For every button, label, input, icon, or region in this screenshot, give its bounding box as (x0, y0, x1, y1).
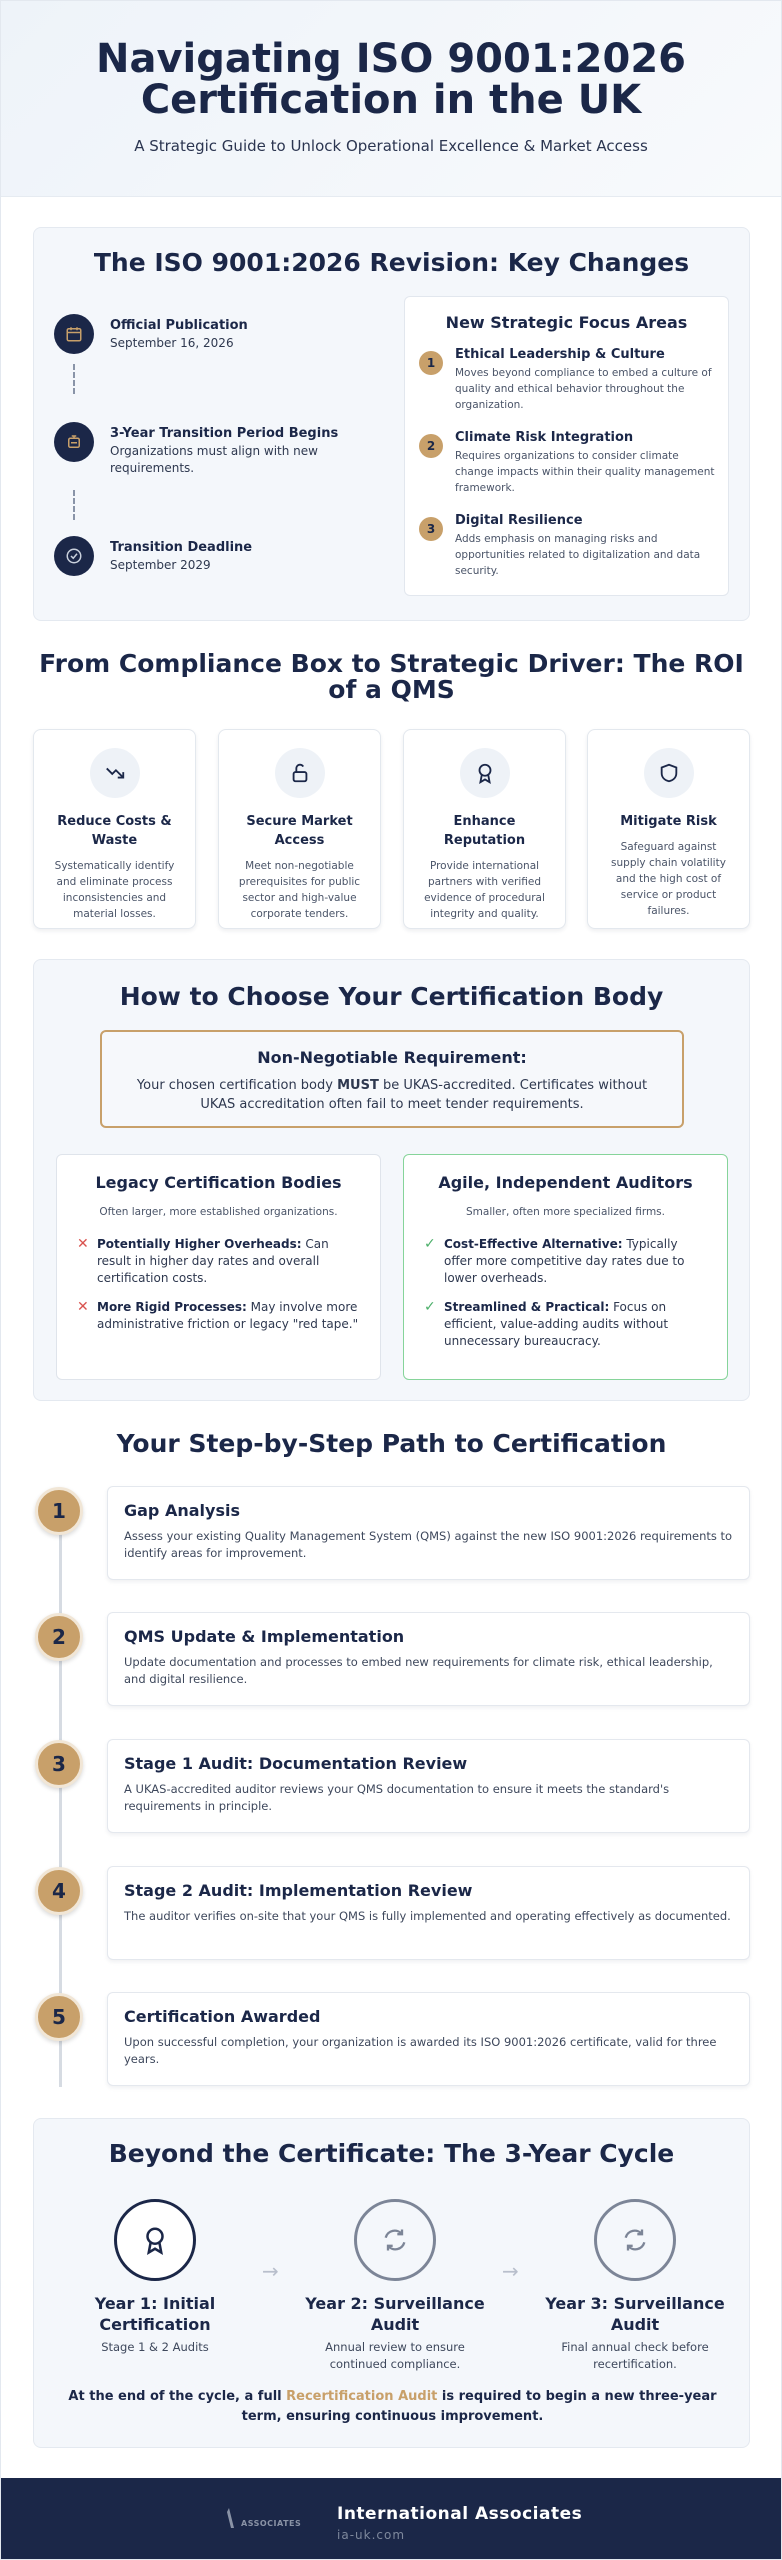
calendar-icon (54, 314, 94, 354)
award-icon (460, 748, 510, 798)
key-changes-section (33, 227, 750, 621)
step-number: 2 (35, 1613, 83, 1661)
year-sub: Annual review to ensure continued compliance. (325, 2340, 465, 2371)
focus-areas-title: New Strategic Focus Areas (445, 313, 688, 332)
year-sub: Stage 1 & 2 Audits (101, 2340, 209, 2354)
hero-header (1, 1, 781, 197)
roi-card-mitigate-risk (587, 729, 750, 929)
page-title (1, 36, 781, 123)
page-subtitle: A Strategic Guide to Unlock Operational Excellence & Market Access (134, 137, 648, 155)
agile-point (422, 1299, 709, 1350)
roi-card-market-access (218, 729, 381, 929)
requirement-text-post: be UKAS-accredited. Certificates without UKAS accreditation often fail to meet tender requirements. (200, 1078, 648, 1112)
requirement-title: Non-Negotiable Requirement: (257, 1048, 527, 1067)
roi-card-desc: Meet non-negotiable prerequisites for public sector and high-value corporate tenders. (238, 860, 361, 920)
focus-area-desc: Adds emphasis on managing risks and opportunities related to digitalization and data security. (455, 533, 701, 577)
roi-card-title: Reduce Costs & Waste (57, 814, 172, 848)
arrow-right-icon: → (262, 2259, 279, 2283)
cycle-year-2 (295, 2199, 495, 2373)
timeline-date: September 2029 (110, 558, 211, 572)
step-desc: Upon successful completion, your organization is awarded its ISO 9001:2026 certificate, valid for three years. (124, 2035, 717, 2066)
requirement-text-pre: Your chosen certification body (136, 1078, 338, 1093)
roi-card-desc: Provide international partners with verified evidence of procedural integrity and quality. (424, 860, 545, 920)
timeline-item-deadline (54, 536, 252, 576)
roi-title: From Compliance Box to Strategic Driver: The ROI of a QMS (39, 649, 744, 704)
company-name: International Associates (337, 2504, 583, 2524)
roi-card-title: Mitigate Risk (620, 814, 717, 829)
cycle-title: Beyond the Certificate: The 3-Year Cycle (108, 2139, 675, 2168)
legacy-point (75, 1236, 362, 1287)
step-card-stage1-audit (107, 1739, 750, 1833)
focus-area-title: Climate Risk Integration (455, 430, 634, 445)
trending-down-icon (90, 748, 140, 798)
roi-card-desc: Systematically identify and eliminate process inconsistencies and material losses. (54, 860, 175, 920)
timeline-title: Transition Deadline (110, 540, 253, 555)
note-post: is required to begin a new three-year term, ensuring continuous improvement. (241, 2389, 717, 2424)
step-number: 4 (35, 1867, 83, 1915)
check-circle-icon (54, 536, 94, 576)
cycle-note (54, 2387, 731, 2427)
cycle-year-1 (55, 2199, 255, 2356)
step-desc: Update documentation and processes to embed new requirements for climate risk, ethical leadership, and digital resilience. (124, 1655, 713, 1686)
refresh-icon (354, 2199, 436, 2281)
agile-point (422, 1236, 709, 1287)
focus-area-number: 3 (419, 517, 443, 541)
requirement-callout (100, 1030, 684, 1128)
focus-area-title: Ethical Leadership & Culture (455, 347, 665, 362)
timeline-connector (73, 490, 75, 520)
focus-area-title: Digital Resilience (455, 513, 583, 528)
timeline-desc: Organizations must align with new requirements. (110, 444, 318, 475)
year-title: Year 1: Initial Certification (94, 2294, 216, 2334)
roi-card-desc: Safeguard against supply chain volatility and the high cost of service or product failures. (611, 841, 726, 917)
step-number: 1 (35, 1487, 83, 1535)
timeline-item-transition (54, 422, 350, 477)
steps-title: Your Step-by-Step Path to Certification (116, 1429, 667, 1458)
unlock-icon (275, 748, 325, 798)
step-title: Stage 1 Audit: Documentation Review (124, 1754, 468, 1773)
refresh-icon (594, 2199, 676, 2281)
focus-area-item (419, 513, 715, 579)
point-bold: Streamlined & Practical: (444, 1300, 610, 1314)
legacy-bodies-card (56, 1154, 381, 1380)
agile-subtitle: Smaller, often more specialized firms. (466, 1206, 665, 1218)
roi-card-reduce-costs (33, 729, 196, 929)
hourglass-icon (54, 422, 94, 462)
year-title: Year 3: Surveillance Audit (545, 2294, 725, 2334)
roi-card-title: Enhance Reputation (443, 814, 526, 848)
step-number: 3 (35, 1740, 83, 1788)
timeline-title: 3-Year Transition Period Begins (110, 426, 339, 441)
requirement-text (102, 1076, 682, 1114)
cross-icon: ✕ (77, 1236, 89, 1252)
legacy-point (75, 1299, 362, 1333)
legacy-subtitle: Often larger, more established organizations. (99, 1206, 338, 1218)
check-icon: ✓ (424, 1236, 436, 1252)
focus-area-number: 2 (419, 434, 443, 458)
logo-mark-icon (227, 2508, 239, 2528)
certification-body-section (33, 959, 750, 1401)
step-title: Stage 2 Audit: Implementation Review (124, 1881, 473, 1900)
roi-card-title: Secure Market Access (246, 814, 353, 848)
timeline-connector (73, 364, 75, 394)
shield-icon (644, 748, 694, 798)
focus-area-item (419, 430, 715, 496)
point-bold: More Rigid Processes: (97, 1300, 247, 1314)
step-desc: Assess your existing Quality Management System (QMS) against the new ISO 9001:2026 requirements to identify areas for improvement. (124, 1529, 733, 1560)
step-card-gap-analysis (107, 1486, 750, 1580)
note-highlight: Recertification Audit (286, 2389, 438, 2404)
point-text: May involve more administrative friction or legacy "red tape." (97, 1300, 359, 1331)
step-desc: The auditor verifies on-site that your QMS is fully implemented and operating effectively as documented. (124, 1909, 731, 1923)
step-card-qms-update (107, 1612, 750, 1706)
cycle-year-3 (535, 2199, 735, 2373)
key-changes-title: The ISO 9001:2026 Revision: Key Changes (93, 248, 690, 277)
focus-area-item (419, 347, 715, 413)
check-icon: ✓ (424, 1299, 436, 1315)
agile-auditors-card (403, 1154, 728, 1380)
three-year-cycle-section (33, 2118, 750, 2448)
year-sub: Final annual check before recertification. (561, 2340, 709, 2371)
focus-area-desc: Requires organizations to consider climate change impacts within their quality management framework. (455, 450, 715, 494)
roi-card-reputation (403, 729, 566, 929)
focus-area-desc: Moves beyond compliance to embed a culture of quality and ethical behavior throughout the organization. (455, 367, 712, 411)
timeline-date: September 16, 2026 (110, 336, 234, 350)
company-url[interactable]: ia-uk.com (337, 2528, 406, 2542)
timeline-item-publication (54, 314, 248, 354)
point-text: Typically offer more competitive day rates due to lower overheads. (444, 1237, 685, 1285)
point-bold: Cost-Effective Alternative: (444, 1237, 623, 1251)
step-card-certification-awarded (107, 1992, 750, 2086)
note-pre: At the end of the cycle, a full (68, 2389, 287, 2404)
focus-area-number: 1 (419, 351, 443, 375)
cross-icon: ✕ (77, 1299, 89, 1315)
point-text: Can result in higher day rates and overall certification costs. (97, 1237, 329, 1285)
company-logo (227, 2508, 301, 2528)
title-line-1: Navigating ISO 9001:2026 (95, 36, 687, 82)
step-card-stage2-audit (107, 1866, 750, 1960)
step-title: QMS Update & Implementation (124, 1627, 405, 1646)
step-title: Certification Awarded (124, 2007, 321, 2026)
agile-title: Agile, Independent Auditors (438, 1173, 693, 1192)
focus-areas-card (404, 296, 729, 596)
title-line-2: Certification in the UK (140, 77, 642, 123)
year-title: Year 2: Surveillance Audit (305, 2294, 485, 2334)
requirement-emphasis: MUST (337, 1078, 379, 1093)
footer (1, 2478, 782, 2560)
point-text: Focus on efficient, value-adding audits without unnecessary bureaucracy. (444, 1300, 669, 1348)
logo-text: ASSOCIATES (241, 2519, 302, 2528)
timeline-title: Official Publication (110, 318, 248, 333)
step-desc: A UKAS-accredited auditor reviews your QMS documentation to ensure it meets the standard's requirements in principle. (124, 1782, 670, 1813)
step-title: Gap Analysis (124, 1501, 240, 1520)
arrow-right-icon: → (502, 2259, 519, 2283)
step-number: 5 (35, 1993, 83, 2041)
point-bold: Potentially Higher Overheads: (97, 1237, 302, 1251)
award-icon (114, 2199, 196, 2281)
cert-body-title: How to Choose Your Certification Body (119, 982, 664, 1011)
legacy-title: Legacy Certification Bodies (95, 1173, 342, 1192)
